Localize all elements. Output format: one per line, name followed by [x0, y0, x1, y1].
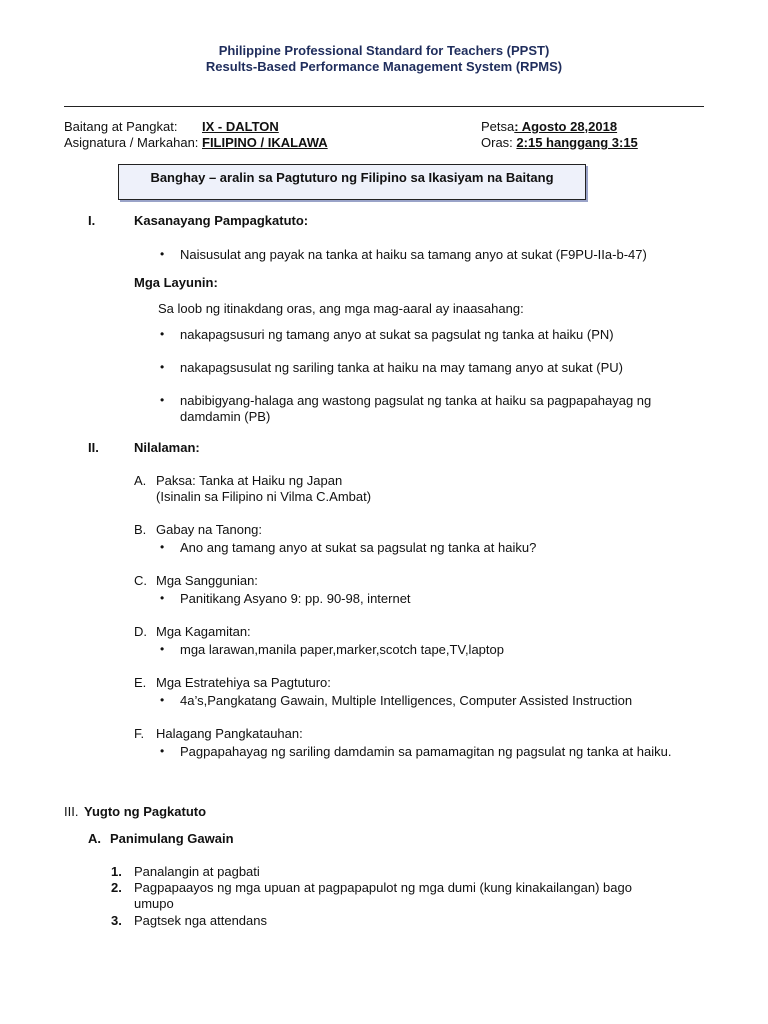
- bullet-icon: •: [160, 591, 165, 605]
- date-row: [481, 119, 617, 134]
- objectives-heading: Mga Layunin:: [134, 275, 218, 290]
- subsection-a-letter: A.: [88, 831, 101, 846]
- time-value: 2:15 hanggang 3:15: [516, 135, 638, 150]
- bullet-icon: •: [160, 360, 165, 374]
- bullet-icon: •: [160, 393, 165, 407]
- item-c-text: Mga Sanggunian:: [156, 573, 258, 588]
- section-1-heading: Kasanayang Pampagkatuto:: [134, 213, 309, 228]
- item-e-text: Mga Estratehiya sa Pagtuturo:: [156, 675, 331, 690]
- item-a-letter: A.: [134, 473, 147, 488]
- item-f-letter: F.: [134, 726, 145, 741]
- objective-item: nakapagsusuri ng tamang anyo at sukat sa pagsulat ng tanka at haiku (PN): [180, 327, 614, 342]
- header-line-2: Results-Based Performance Management System (RPMS): [205, 59, 563, 74]
- bullet-icon: •: [160, 327, 165, 341]
- section-1-number: I.: [88, 213, 96, 228]
- date-value: : Agosto 28,2018: [514, 119, 618, 134]
- time-label: Oras:: [481, 135, 517, 150]
- bullet-icon: •: [160, 693, 165, 707]
- subject-label: Asignatura / Markahan:: [64, 135, 199, 150]
- item-e-bullet: 4a’s,Pangkatang Gawain, Multiple Intelligences, Computer Assisted Instruction: [180, 693, 633, 708]
- subject-value: FILIPINO / IKALAWA: [202, 135, 328, 150]
- item-b-text: Gabay na Tanong:: [156, 522, 263, 537]
- objectives-intro: Sa loob ng itinakdang oras, ang mga mag-aaral ay inaasahang:: [158, 301, 524, 316]
- header-line-1: Philippine Professional Standard for Teachers (PPST): [218, 43, 550, 58]
- section-2-number: II.: [88, 440, 99, 455]
- bullet-icon: •: [160, 540, 165, 554]
- grade-value: IX - DALTON: [202, 119, 279, 134]
- item-a-sub: (Isinalin sa Filipino ni Vilma C.Ambat): [156, 489, 372, 504]
- section-3-heading: Yugto ng Pagkatuto: [84, 804, 207, 819]
- item-f-text: Halagang Pangkatauhan:: [156, 726, 303, 741]
- lesson-plan-title: Banghay – aralin sa Pagtuturo ng Filipino sa Ikasiyam na Baitang: [118, 164, 586, 200]
- subsection-a-heading: Panimulang Gawain: [110, 831, 234, 846]
- competency-text: Naisusulat ang payak na tanka at haiku sa tamang anyo at sukat (F9PU-IIa-b-47): [180, 247, 647, 262]
- item-d-bullet: mga larawan,manila paper,marker,scotch tape,TV,laptop: [180, 642, 504, 657]
- bullet-icon: •: [160, 744, 165, 758]
- date-label: Petsa: [481, 119, 515, 134]
- item-b-bullet: Ano ang tamang anyo at sukat sa pagsulat ng tanka at haiku?: [180, 540, 537, 555]
- step-text: Panalangin at pagbati: [134, 864, 260, 879]
- header-divider: [64, 106, 704, 107]
- item-a-text: Paksa: Tanka at Haiku ng Japan: [156, 473, 343, 488]
- objective-item: nabibigyang-halaga ang wastong pagsulat ng tanka at haiku sa pagpapahayag ng damdamin (PB): [180, 393, 652, 424]
- step-number: 2.: [111, 880, 122, 895]
- time-row: [481, 135, 638, 150]
- item-b-letter: B.: [134, 522, 147, 537]
- step-text: Pagpapaayos ng mga upuan at pagpapapulot ng mga dumi (kung kinakailangan) bago umupo: [134, 880, 632, 911]
- step-number: 3.: [111, 913, 122, 928]
- bullet-icon: •: [160, 642, 165, 656]
- item-c-bullet: Panitikang Asyano 9: pp. 90-98, internet: [180, 591, 411, 606]
- item-f-bullet: Pagpapahayag ng sariling damdamin sa pamamagitan ng pagsulat ng tanka at haiku.: [180, 744, 672, 759]
- grade-label: Baitang at Pangkat:: [64, 119, 178, 134]
- objective-item: nakapagsusulat ng sariling tanka at haiku na may tamang anyo at sukat (PU): [180, 360, 623, 375]
- item-d-text: Mga Kagamitan:: [156, 624, 251, 639]
- item-c-letter: C.: [134, 573, 147, 588]
- bullet-icon: •: [160, 247, 165, 261]
- section-2-heading: Nilalaman:: [134, 440, 200, 455]
- step-number: 1.: [111, 864, 122, 879]
- step-text: Pagtsek nga attendans: [134, 913, 267, 928]
- section-3-number: III.: [64, 804, 79, 819]
- item-e-letter: E.: [134, 675, 147, 690]
- item-d-letter: D.: [134, 624, 147, 639]
